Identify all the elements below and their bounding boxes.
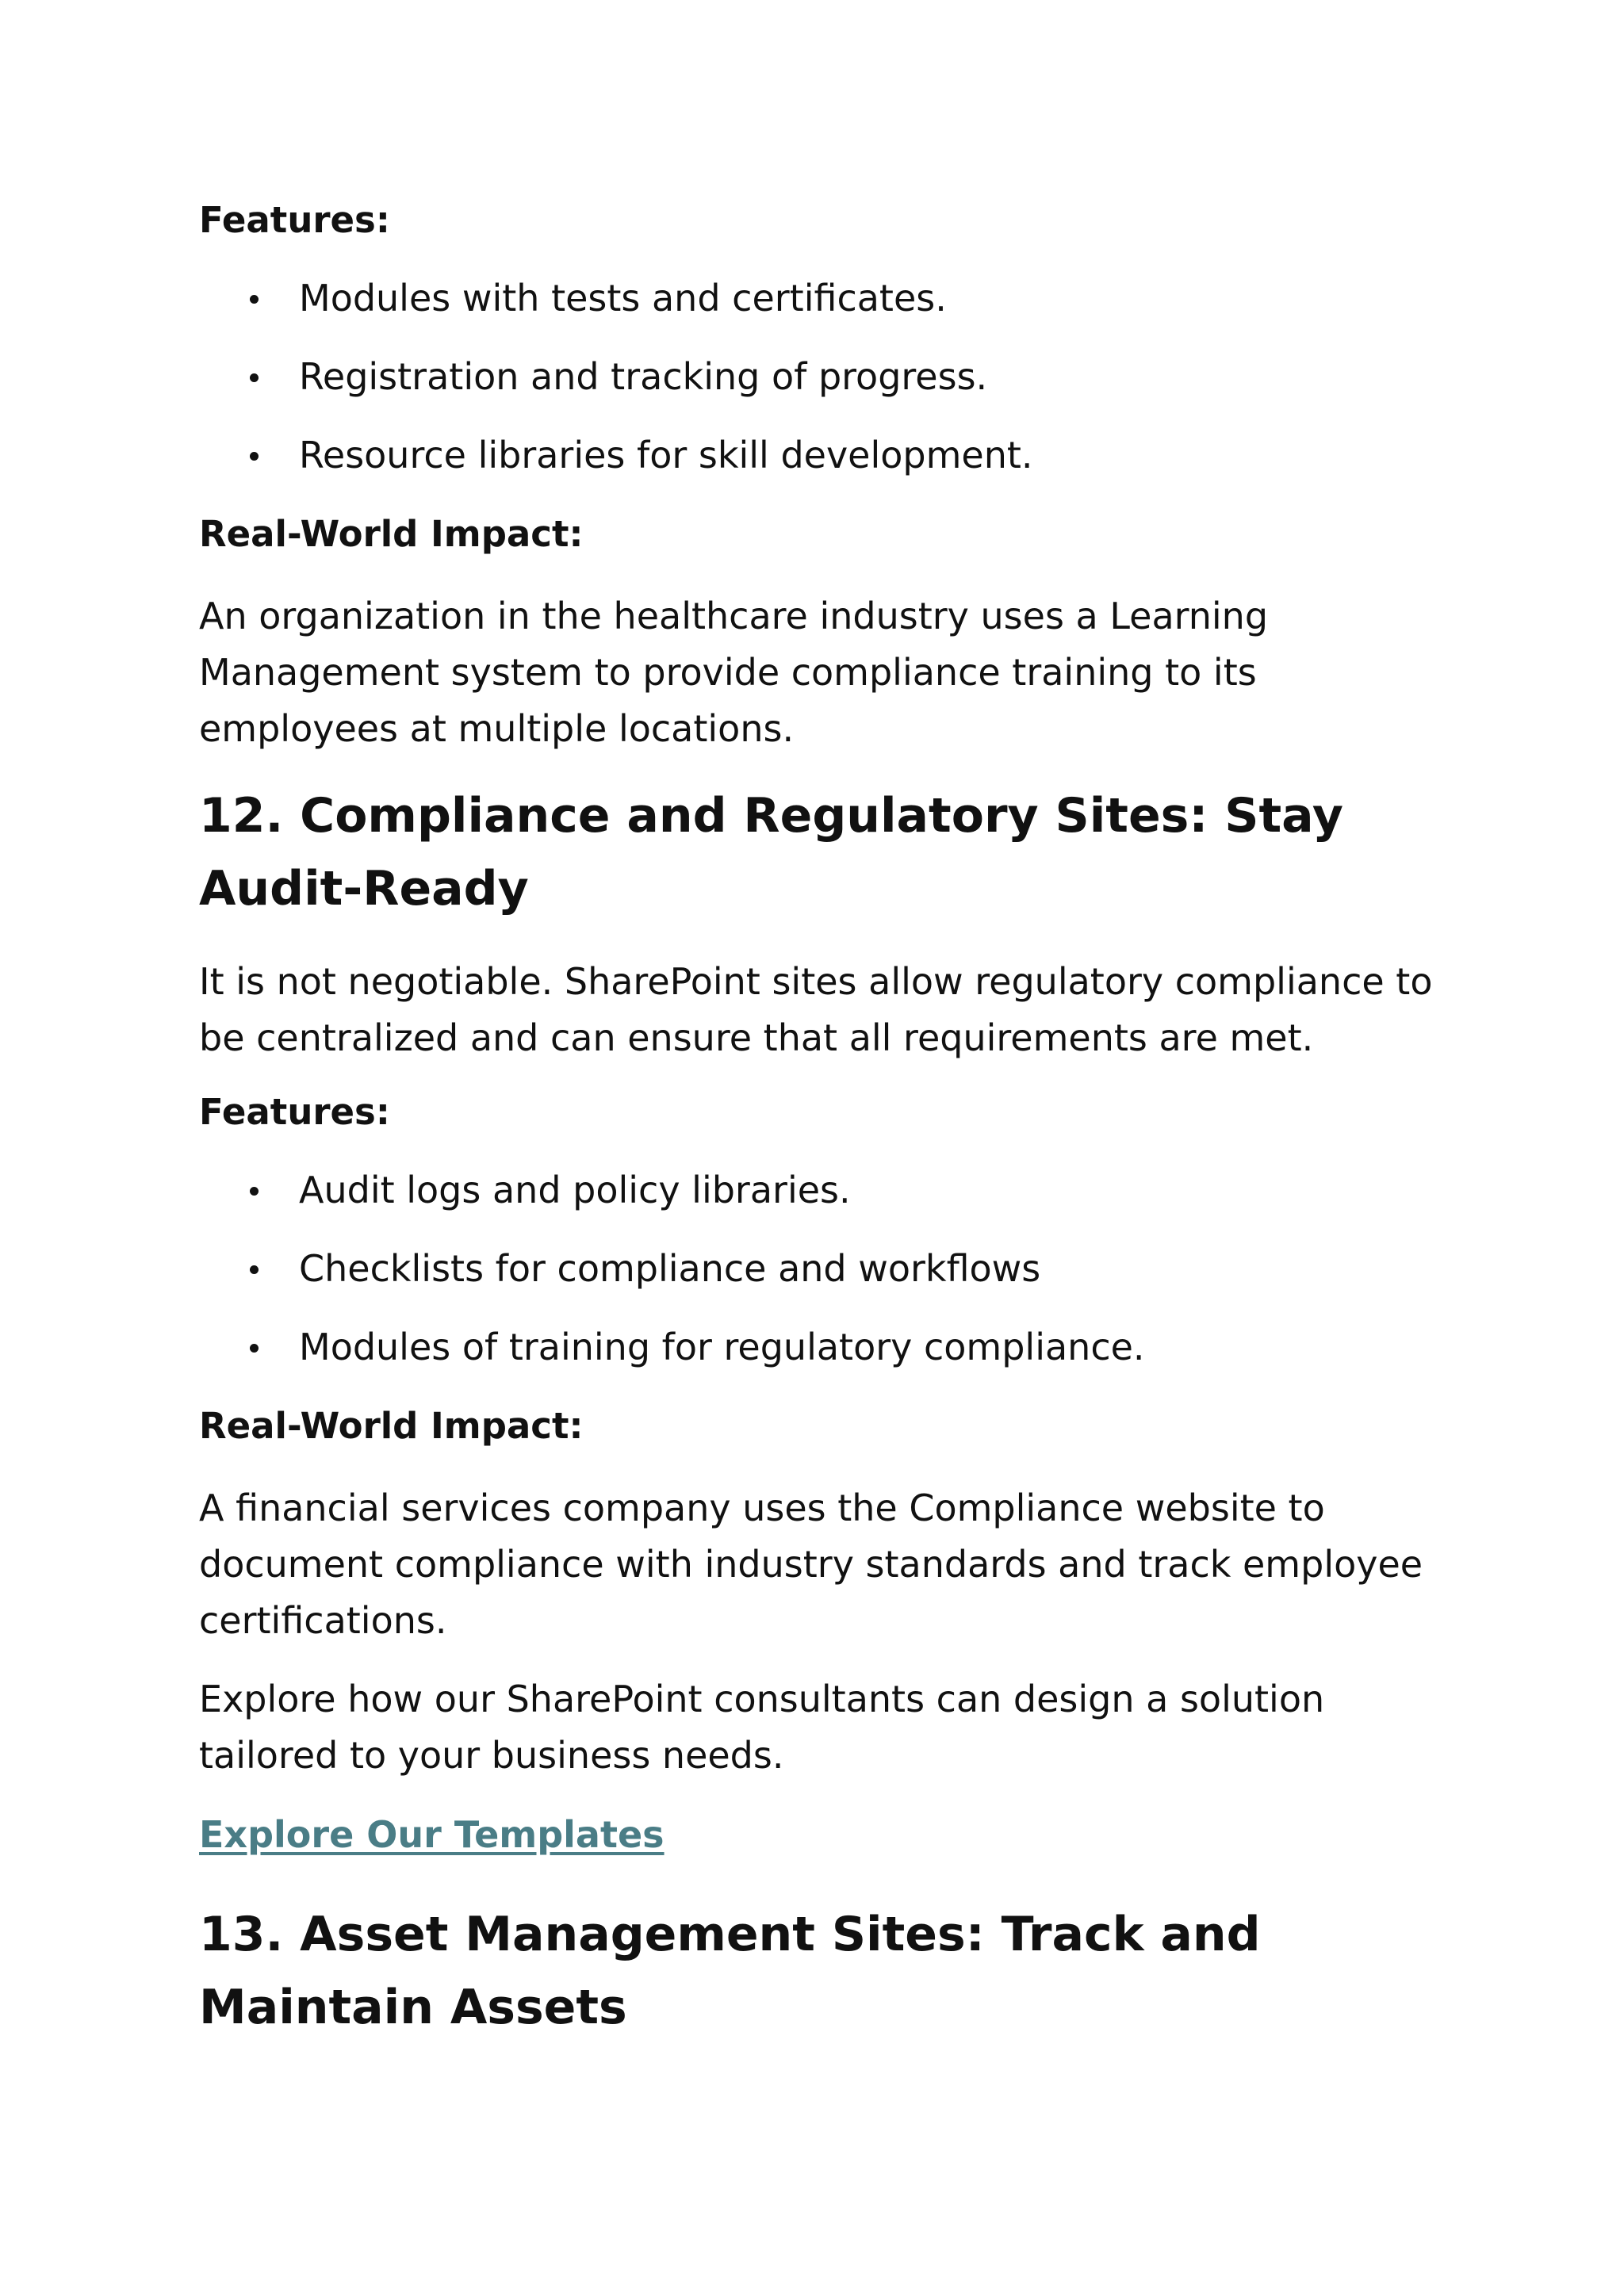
list-item-text: Audit logs and policy libraries. (299, 1169, 851, 1211)
bullet-icon (250, 1344, 259, 1353)
list-item (199, 353, 1436, 400)
list-item (199, 431, 1436, 479)
impact-paragraph: A financial services company uses the Compliance website to document compliance with industry standards and track employee certifications. (199, 1487, 1423, 1642)
list-item (199, 1323, 1436, 1371)
section-heading: 12. Compliance and Regulatory Sites: Stay Audit-Ready (199, 788, 1343, 916)
list-item-text: Modules with tests and certificates. (299, 277, 947, 320)
document-page (199, 197, 1436, 2072)
list-item-text: Checklists for compliance and workflows (299, 1247, 1041, 1290)
list-item (199, 1245, 1436, 1292)
explore-templates-link[interactable]: Explore Our Templates (199, 1813, 665, 1856)
list-item-text: Resource libraries for skill development. (299, 434, 1033, 476)
list-item-text: Modules of training for regulatory compliance. (299, 1326, 1145, 1368)
list-item (199, 274, 1436, 322)
section-heading: 13. Asset Management Sites: Track and Maintain Assets (199, 1907, 1261, 2035)
bullet-icon (250, 452, 259, 461)
bullet-icon (250, 1187, 259, 1196)
features-label: Features: (199, 199, 390, 241)
list-item (199, 1166, 1436, 1214)
features-list (199, 1166, 1436, 1371)
impact-label: Real-World Impact: (199, 1405, 584, 1447)
features-list (199, 274, 1436, 479)
list-item-text: Registration and tracking of progress. (299, 355, 988, 398)
bullet-icon (250, 373, 259, 382)
features-label: Features: (199, 1091, 390, 1133)
impact-label: Real-World Impact: (199, 513, 584, 555)
impact-paragraph: An organization in the healthcare industry uses a Learning Management system to provide compliance training to its employees at multiple locations. (199, 595, 1269, 750)
cta-paragraph: Explore how our SharePoint consultants can design a solution tailored to your business needs. (199, 1678, 1325, 1777)
bullet-icon (250, 1265, 259, 1274)
intro-paragraph: It is not negotiable. SharePoint sites allow regulatory compliance to be centralized and can ensure that all requirements are met. (199, 960, 1433, 1059)
bullet-icon (250, 295, 259, 304)
